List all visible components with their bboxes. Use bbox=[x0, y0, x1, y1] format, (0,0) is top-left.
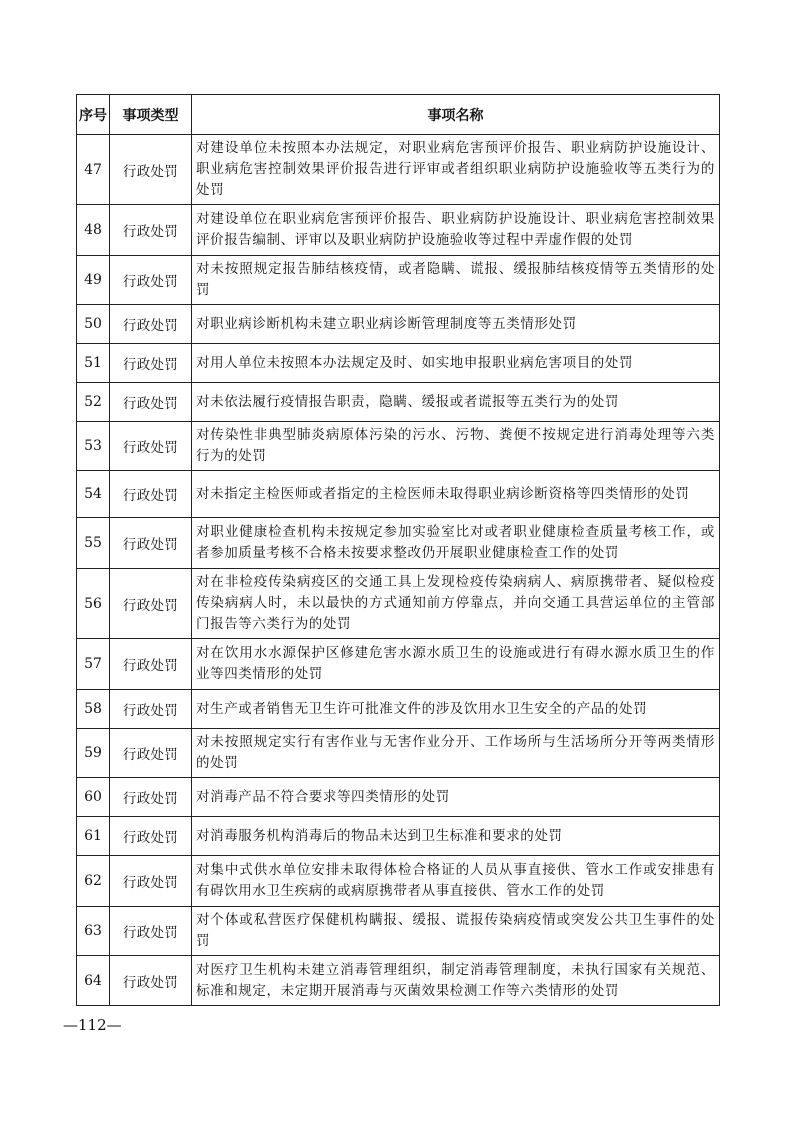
row-serial-number: 60 bbox=[77, 778, 110, 817]
table-header-row bbox=[77, 95, 720, 135]
row-item-type: 行政处罚 bbox=[110, 956, 192, 1006]
row-serial-number: 63 bbox=[77, 907, 110, 956]
row-item-name: 对个体或私营医疗保健机构瞒报、缓报、谎报传染病疫情或突发公共卫生事件的处罚 bbox=[192, 907, 720, 956]
row-item-name: 对未指定主检医师或者指定的主检医师未取得职业病诊断资格等四类情形的处罚 bbox=[192, 471, 720, 518]
row-serial-number: 53 bbox=[77, 422, 110, 471]
row-item-type: 行政处罚 bbox=[110, 305, 192, 344]
row-item-name: 对在饮用水水源保护区修建危害水源水质卫生的设施或进行有碍水源水质卫生的作业等四类情形的处罚 bbox=[192, 639, 720, 690]
table-body bbox=[77, 135, 720, 1006]
row-serial-number: 59 bbox=[77, 729, 110, 778]
table-row bbox=[77, 256, 720, 305]
table-row bbox=[77, 817, 720, 856]
row-item-name: 对用人单位未按照本办法规定及时、如实地申报职业病危害项目的处罚 bbox=[192, 344, 720, 383]
row-serial-number: 56 bbox=[77, 569, 110, 639]
row-item-name: 对职业病诊断机构未建立职业病诊断管理制度等五类情形处罚 bbox=[192, 305, 720, 344]
table-row bbox=[77, 778, 720, 817]
table-row bbox=[77, 471, 720, 518]
table-row bbox=[77, 205, 720, 256]
table-row bbox=[77, 639, 720, 690]
row-item-name: 对未依法履行疫情报告职责，隐瞒、缓报或者谎报等五类行为的处罚 bbox=[192, 383, 720, 422]
row-serial-number: 47 bbox=[77, 135, 110, 205]
row-item-type: 行政处罚 bbox=[110, 422, 192, 471]
table-row bbox=[77, 518, 720, 569]
table-row bbox=[77, 344, 720, 383]
row-item-type: 行政处罚 bbox=[110, 856, 192, 907]
table-row bbox=[77, 383, 720, 422]
row-item-type: 行政处罚 bbox=[110, 907, 192, 956]
row-item-type: 行政处罚 bbox=[110, 690, 192, 729]
row-item-name: 对建设单位未按照本办法规定，对职业病危害预评价报告、职业病防护设施设计、职业病危害控制效果评价报告进行评审或者组织职业病防护设施验收等五类行为的处罚 bbox=[192, 135, 720, 205]
row-item-name: 对集中式供水单位安排未取得体检合格证的人员从事直接供、管水工作或安排患有有碍饮用水卫生疾病的或病原携带者从事直接供、管水工作的处罚 bbox=[192, 856, 720, 907]
page-number: —112— bbox=[63, 1016, 122, 1034]
row-serial-number: 49 bbox=[77, 256, 110, 305]
row-item-type: 行政处罚 bbox=[110, 639, 192, 690]
table-row bbox=[77, 690, 720, 729]
row-item-type: 行政处罚 bbox=[110, 135, 192, 205]
row-item-type: 行政处罚 bbox=[110, 569, 192, 639]
row-item-type: 行政处罚 bbox=[110, 778, 192, 817]
row-item-name: 对生产或者销售无卫生许可批准文件的涉及饮用水卫生安全的产品的处罚 bbox=[192, 690, 720, 729]
row-item-name: 对在非检疫传染病疫区的交通工具上发现检疫传染病病人、病原携带者、疑似检疫传染病病人时，未以最快的方式通知前方停靠点，并向交通工具营运单位的主管部门报告等六类行为的处罚 bbox=[192, 569, 720, 639]
table-row bbox=[77, 729, 720, 778]
table-row bbox=[77, 856, 720, 907]
table-row bbox=[77, 305, 720, 344]
header-item-type: 事项类型 bbox=[110, 95, 192, 135]
row-serial-number: 64 bbox=[77, 956, 110, 1006]
row-item-name: 对消毒服务机构消毒后的物品未达到卫生标准和要求的处罚 bbox=[192, 817, 720, 856]
row-serial-number: 48 bbox=[77, 205, 110, 256]
row-item-type: 行政处罚 bbox=[110, 205, 192, 256]
row-item-type: 行政处罚 bbox=[110, 518, 192, 569]
row-serial-number: 62 bbox=[77, 856, 110, 907]
row-item-type: 行政处罚 bbox=[110, 256, 192, 305]
table-row bbox=[77, 422, 720, 471]
row-item-type: 行政处罚 bbox=[110, 344, 192, 383]
row-item-name: 对建设单位在职业病危害预评价报告、职业病防护设施设计、职业病危害控制效果评价报告编制、评审以及职业病防护设施验收等过程中弄虚作假的处罚 bbox=[192, 205, 720, 256]
row-serial-number: 61 bbox=[77, 817, 110, 856]
header-serial-number: 序号 bbox=[77, 95, 110, 135]
row-serial-number: 51 bbox=[77, 344, 110, 383]
row-item-type: 行政处罚 bbox=[110, 471, 192, 518]
table-row bbox=[77, 569, 720, 639]
row-item-type: 行政处罚 bbox=[110, 383, 192, 422]
table-row bbox=[77, 907, 720, 956]
header-item-name: 事项名称 bbox=[192, 95, 720, 135]
row-item-name: 对消毒产品不符合要求等四类情形的处罚 bbox=[192, 778, 720, 817]
row-item-type: 行政处罚 bbox=[110, 817, 192, 856]
items-table bbox=[76, 94, 720, 1006]
row-serial-number: 55 bbox=[77, 518, 110, 569]
row-serial-number: 58 bbox=[77, 690, 110, 729]
row-item-name: 对未按照规定实行有害作业与无害作业分开、工作场所与生活场所分开等两类情形的处罚 bbox=[192, 729, 720, 778]
row-item-name: 对传染性非典型肺炎病原体污染的污水、污物、粪便不按规定进行消毒处理等六类行为的处罚 bbox=[192, 422, 720, 471]
row-item-name: 对医疗卫生机构未建立消毒管理组织，制定消毒管理制度，未执行国家有关规范、标准和规定，未定期开展消毒与灭菌效果检测工作等六类情形的处罚 bbox=[192, 956, 720, 1006]
row-item-name: 对未按照规定报告肺结核疫情，或者隐瞒、谎报、缓报肺结核疫情等五类情形的处罚 bbox=[192, 256, 720, 305]
row-serial-number: 57 bbox=[77, 639, 110, 690]
table-row bbox=[77, 956, 720, 1006]
row-item-name: 对职业健康检查机构未按规定参加实验室比对或者职业健康检查质量考核工作，或者参加质量考核不合格未按要求整改仍开展职业健康检查工作的处罚 bbox=[192, 518, 720, 569]
row-serial-number: 50 bbox=[77, 305, 110, 344]
row-item-type: 行政处罚 bbox=[110, 729, 192, 778]
row-serial-number: 54 bbox=[77, 471, 110, 518]
table-row bbox=[77, 135, 720, 205]
row-serial-number: 52 bbox=[77, 383, 110, 422]
